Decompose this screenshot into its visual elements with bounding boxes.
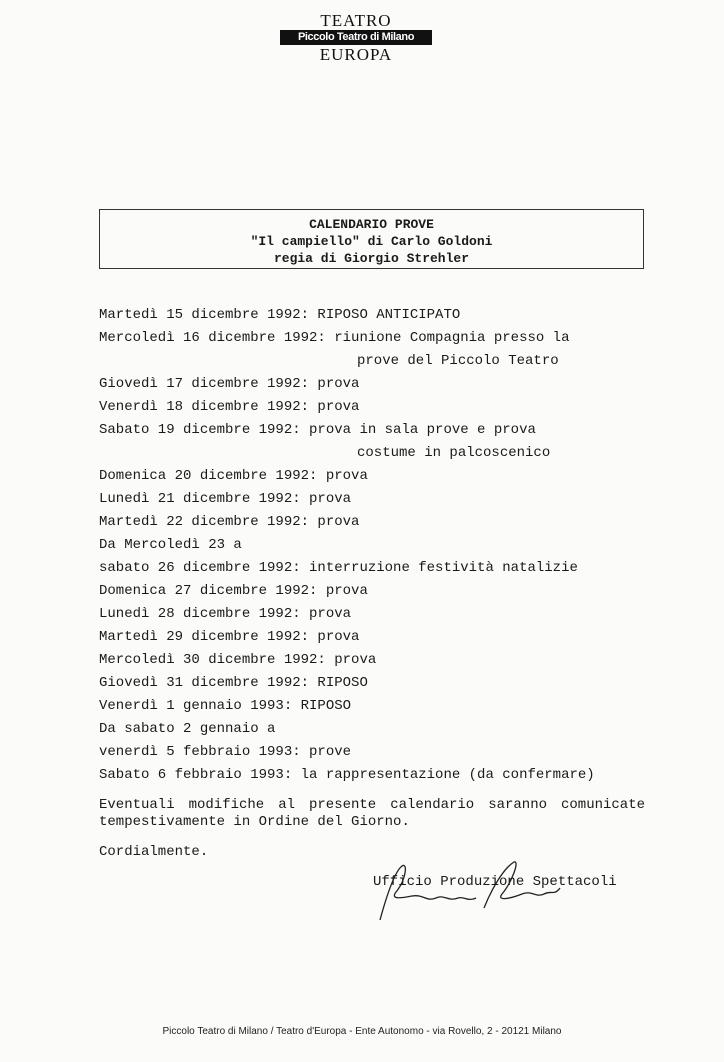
title-box <box>99 209 644 269</box>
notes-paragraph: Eventuali modifiche al presente calendario saranno comunicate tempestivamente in Ordine del Giorno. <box>99 797 645 830</box>
schedule-line: Mercoledì 16 dicembre 1992: riunione Compagnia presso la <box>99 330 570 346</box>
logo-bottom-word: EUROPA <box>319 45 393 64</box>
schedule-line: Sabato 6 febbraio 1993: la rappresentazione (da confermare) <box>99 767 595 783</box>
schedule-line: Lunedì 21 dicembre 1992: prova <box>99 491 352 507</box>
schedule-line: sabato 26 dicembre 1992: interruzione festività natalizie <box>99 560 578 576</box>
title-line-2: "Il campiello" di Carlo Goldoni <box>250 234 493 249</box>
schedule-line: venerdì 5 febbraio 1993: prove <box>99 744 352 760</box>
schedule-line: Da Mercoledì 23 a <box>99 537 242 553</box>
logo-top-word: TEATRO <box>320 11 392 30</box>
title-line-3: regia di Giorgio Strehler <box>273 251 470 266</box>
schedule-line: Da sabato 2 gennaio a <box>99 721 276 737</box>
handwritten-signature <box>372 858 572 928</box>
office-signature-line: Ufficio Produzione Spettacoli <box>373 874 617 890</box>
schedule-line: Domenica 27 dicembre 1992: prova <box>99 583 368 599</box>
schedule-line: Martedì 15 dicembre 1992: RIPOSO ANTICIPATO <box>99 307 461 323</box>
schedule-line: Martedì 29 dicembre 1992: prova <box>99 629 360 645</box>
schedule-line: Venerdì 18 dicembre 1992: prova <box>99 399 360 415</box>
schedule-line-continuation: costume in palcoscenico <box>357 445 551 461</box>
schedule-line-continuation: prove del Piccolo Teatro <box>357 353 559 369</box>
schedule-line: Giovedì 17 dicembre 1992: prova <box>99 376 360 392</box>
schedule-line: Giovedì 31 dicembre 1992: RIPOSO <box>99 675 368 691</box>
schedule-line: Domenica 20 dicembre 1992: prova <box>99 468 368 484</box>
schedule-line: Sabato 19 dicembre 1992: prova in sala prove e prova <box>99 422 536 438</box>
schedule-line: Venerdì 1 gennaio 1993: RIPOSO <box>99 698 352 714</box>
schedule-line: Mercoledì 30 dicembre 1992: prova <box>99 652 377 668</box>
closing-salutation: Cordialmente. <box>99 844 209 860</box>
footer-address: Piccolo Teatro di Milano / Teatro d'Europa - Ente Autonomo - via Rovello, 2 - 20121 Milano <box>162 1026 562 1037</box>
schedule-line: Martedì 22 dicembre 1992: prova <box>99 514 360 530</box>
title-line-1: CALENDARIO PROVE <box>309 217 434 232</box>
schedule-list <box>99 304 659 787</box>
logo-name-bar: Piccolo Teatro di Milano <box>280 30 432 45</box>
theatre-logo <box>280 12 432 63</box>
schedule-line: Lunedì 28 dicembre 1992: prova <box>99 606 352 622</box>
